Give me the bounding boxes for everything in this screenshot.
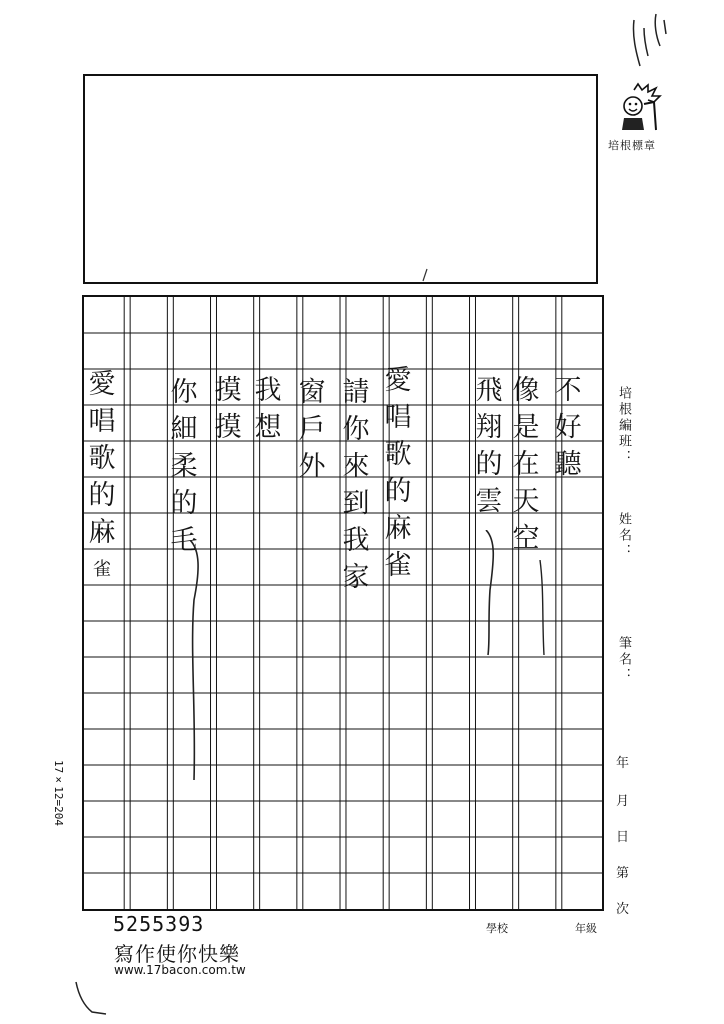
handwritten-character: 你 (342, 414, 370, 445)
handwritten-character: 窗 (298, 377, 326, 408)
handwritten-character: 請 (342, 377, 370, 408)
handwritten-character: 的 (88, 480, 116, 511)
hw-column-7 (250, 372, 286, 446)
handwritten-character: 翔 (475, 412, 503, 443)
hw-column-8 (210, 372, 246, 446)
handwritten-character: 好 (554, 412, 582, 443)
hw-column-3 (471, 372, 507, 520)
footer-url: www.17bacon.com.tw (114, 963, 246, 977)
times-label-2: 次 (616, 902, 630, 917)
handwritten-character: 來 (342, 451, 370, 482)
handwritten-character: 麻 (384, 513, 412, 544)
hw-column-4 (380, 362, 416, 584)
grid-spec: 17×12=204 (52, 760, 65, 826)
handwritten-character: 是 (512, 412, 540, 443)
handwritten-character: 的 (475, 449, 503, 480)
handwritten-character: 細 (170, 414, 198, 445)
handwritten-character: 家 (342, 562, 370, 593)
pen-scribble (620, 8, 680, 78)
handwritten-character: 到 (342, 488, 370, 519)
handwritten-character: 像 (512, 375, 540, 406)
handwritten-character: 不 (554, 375, 582, 406)
paper-code: 5255393 (113, 912, 205, 936)
handwritten-character: 愛 (384, 365, 412, 396)
hw-column-9 (166, 374, 202, 559)
handwritten-character: 在 (512, 449, 540, 480)
handwritten-character: 雀 (93, 559, 111, 580)
pen-stroke (526, 560, 556, 660)
name-label: 姓名： (616, 512, 631, 560)
day-label: 日 (616, 830, 630, 845)
handwritten-character: 毛 (170, 525, 198, 556)
pen-scribble-bottom (70, 978, 110, 1018)
handwritten-character: 摸 (214, 375, 242, 406)
illustration-box (83, 74, 598, 284)
pen-stroke (466, 530, 506, 660)
handwritten-character: 麻 (88, 517, 116, 548)
hw-column-1 (550, 372, 586, 483)
month-label: 月 (616, 794, 630, 809)
handwritten-character: 歌 (88, 443, 116, 474)
handwritten-character: 飛 (475, 375, 503, 406)
handwritten-character: 的 (384, 476, 412, 507)
handwritten-character: 唱 (384, 402, 412, 433)
pencil-mark (420, 268, 430, 282)
hw-column-6 (294, 374, 330, 485)
school-label: 學校 (486, 922, 508, 935)
hw-column-10 (84, 366, 120, 588)
handwritten-character: 空 (512, 523, 540, 554)
year-label: 年 (616, 756, 630, 771)
handwritten-character: 唱 (88, 406, 116, 437)
handwritten-character: 柔 (170, 451, 198, 482)
handwritten-character: 我 (254, 375, 282, 406)
handwritten-character: 歌 (384, 439, 412, 470)
class-label: 培根編班： (616, 386, 631, 466)
pen-name-label: 筆名： (616, 636, 631, 684)
times-label-1: 第 (616, 866, 630, 881)
hw-column-5 (338, 374, 374, 596)
footer-slogan: 寫作使你快樂 (114, 942, 240, 966)
handwritten-character: 摸 (214, 412, 242, 443)
handwritten-character: 戶 (298, 414, 326, 445)
handwritten-character: 雀 (384, 550, 412, 581)
handwritten-character: 你 (170, 377, 198, 408)
handwritten-character: 外 (298, 451, 326, 482)
handwritten-character: 聽 (554, 449, 582, 480)
handwritten-character: 想 (254, 412, 282, 443)
handwritten-character: 天 (512, 486, 540, 517)
hw-column-2 (508, 372, 544, 557)
pen-stroke (160, 540, 220, 800)
logo-caption: 培根標章 (608, 139, 656, 152)
grade-label: 年級 (575, 922, 597, 935)
handwritten-character: 雲 (475, 486, 503, 517)
handwritten-character: 我 (342, 525, 370, 556)
handwritten-character: 愛 (88, 369, 116, 400)
handwritten-character: 的 (170, 488, 198, 519)
bacon-mascot-logo (614, 82, 664, 134)
